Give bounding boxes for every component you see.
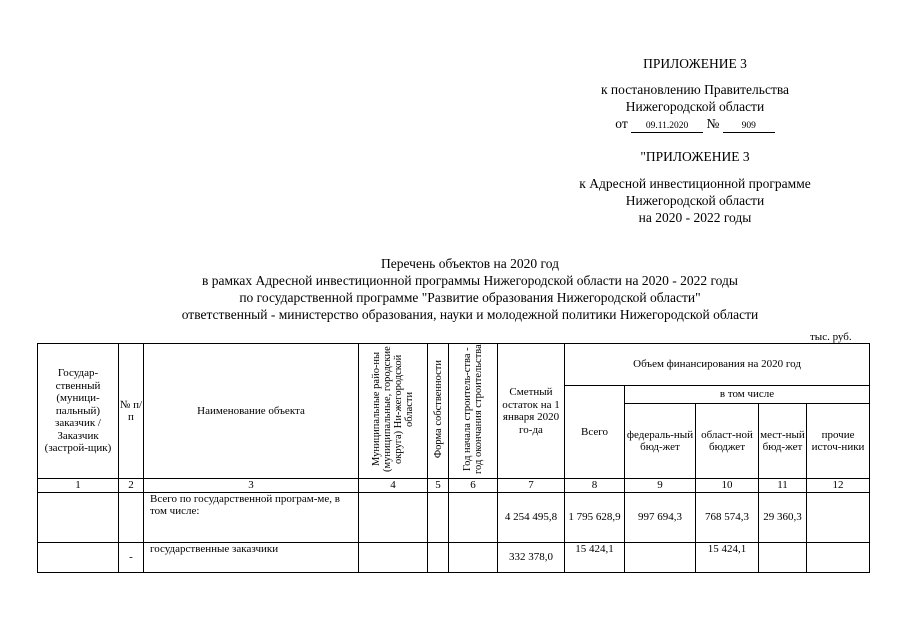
- col-number: 11: [759, 479, 807, 493]
- header-regional: област-ной бюджет: [696, 404, 759, 479]
- table-row: [38, 492, 870, 542]
- col-number: 7: [498, 479, 565, 493]
- cell-total: 15 424,1: [565, 542, 625, 572]
- appendix-line2: Нижегородской области: [625, 99, 765, 114]
- col-number: 6: [449, 479, 498, 493]
- appendix-line1: к постановлению Правительства: [600, 82, 790, 97]
- col-number: 1: [38, 479, 119, 493]
- header-years-text: Год начала строитель-ства - год окончания строительства: [462, 344, 484, 475]
- col-number: 8: [565, 479, 625, 493]
- header-num: № п/п: [119, 344, 144, 479]
- col-number: 10: [696, 479, 759, 493]
- cell-ownership: [428, 492, 449, 542]
- appendix-block-2: [545, 148, 845, 226]
- title-line4: ответственный - министерство образования, науки и молодежной политики Нижегородской области: [181, 307, 759, 322]
- header-funding: Объем финансирования на 2020 год: [565, 344, 870, 386]
- cell-customer: [38, 492, 119, 542]
- number-label: №: [706, 116, 720, 131]
- cell-ownership: [428, 542, 449, 572]
- units-label: тыс. руб.: [810, 331, 852, 343]
- cell-local: [759, 542, 807, 572]
- cell-num: [119, 492, 144, 542]
- cell-balance: 332 378,0: [498, 542, 565, 572]
- appendix2-line3: на 2020 - 2022 годы: [638, 210, 752, 225]
- col-number: 4: [359, 479, 428, 493]
- cell-name: государственные заказчики: [144, 542, 359, 572]
- objects-table: [37, 343, 870, 573]
- header-row-1: [38, 344, 870, 386]
- col-number: 5: [428, 479, 449, 493]
- resolution-date: 09.11.2020: [631, 121, 703, 133]
- header-local: мест-ный бюд-жет: [759, 404, 807, 479]
- resolution-number: 909: [723, 121, 775, 133]
- header-ownership-text: Форма собственности: [432, 360, 444, 459]
- col-number: 12: [807, 479, 870, 493]
- cell-other: [807, 492, 870, 542]
- header-total: Всего: [565, 386, 625, 479]
- title-line3: по государственной программе "Развитие образования Нижегородской области": [239, 290, 701, 305]
- title-line2: в рамках Адресной инвестиционной программы Нижегородской области на 2020 - 2022 годы: [202, 273, 738, 288]
- document-title: [60, 255, 880, 323]
- col-number: 3: [144, 479, 359, 493]
- header-district-text: Муниципальные райо-ны (муниципальные, городские округа) Ни-жегородской области: [371, 346, 415, 473]
- cell-local: 29 360,3: [759, 492, 807, 542]
- appendix-date-line: [560, 115, 830, 133]
- appendix2-line2: Нижегородской области: [625, 193, 765, 208]
- cell-regional: 768 574,3: [696, 492, 759, 542]
- appendix2-line1: к Адресной инвестиционной программе: [579, 176, 811, 191]
- cell-name: Всего по государственной програм-ме, в том числе:: [144, 492, 359, 542]
- cell-regional: 15 424,1: [696, 542, 759, 572]
- header-years: [449, 344, 498, 479]
- cell-num: -: [119, 542, 144, 572]
- col-number: 9: [625, 479, 696, 493]
- cell-balance: 4 254 495,8: [498, 492, 565, 542]
- cell-years: [449, 492, 498, 542]
- cell-years: [449, 542, 498, 572]
- header-balance: Сметный остаток на 1 января 2020 го-да: [498, 344, 565, 479]
- header-including: в том числе: [625, 386, 870, 404]
- from-label: от: [615, 116, 628, 131]
- appendix-block: [560, 55, 830, 133]
- header-ownership: [428, 344, 449, 479]
- header-district: [359, 344, 428, 479]
- header-federal: федераль-ный бюд-жет: [625, 404, 696, 479]
- col-number: 2: [119, 479, 144, 493]
- cell-total: 1 795 628,9: [565, 492, 625, 542]
- cell-other: [807, 542, 870, 572]
- table-row: [38, 542, 870, 572]
- appendix2-title: "ПРИЛОЖЕНИЕ 3: [640, 149, 750, 164]
- title-line1: Перечень объектов на 2020 год: [381, 256, 559, 271]
- cell-federal: [625, 542, 696, 572]
- header-name: Наименование объекта: [144, 344, 359, 479]
- column-number-row: [38, 479, 870, 493]
- header-other: прочие источ-ники: [807, 404, 870, 479]
- header-customer: Государ-ственный (муници-пальный) заказчик / Заказчик (застрой-щик): [38, 344, 119, 479]
- cell-district: [359, 542, 428, 572]
- cell-customer: [38, 542, 119, 572]
- cell-federal: 997 694,3: [625, 492, 696, 542]
- cell-district: [359, 492, 428, 542]
- appendix-title: ПРИЛОЖЕНИЕ 3: [643, 56, 747, 71]
